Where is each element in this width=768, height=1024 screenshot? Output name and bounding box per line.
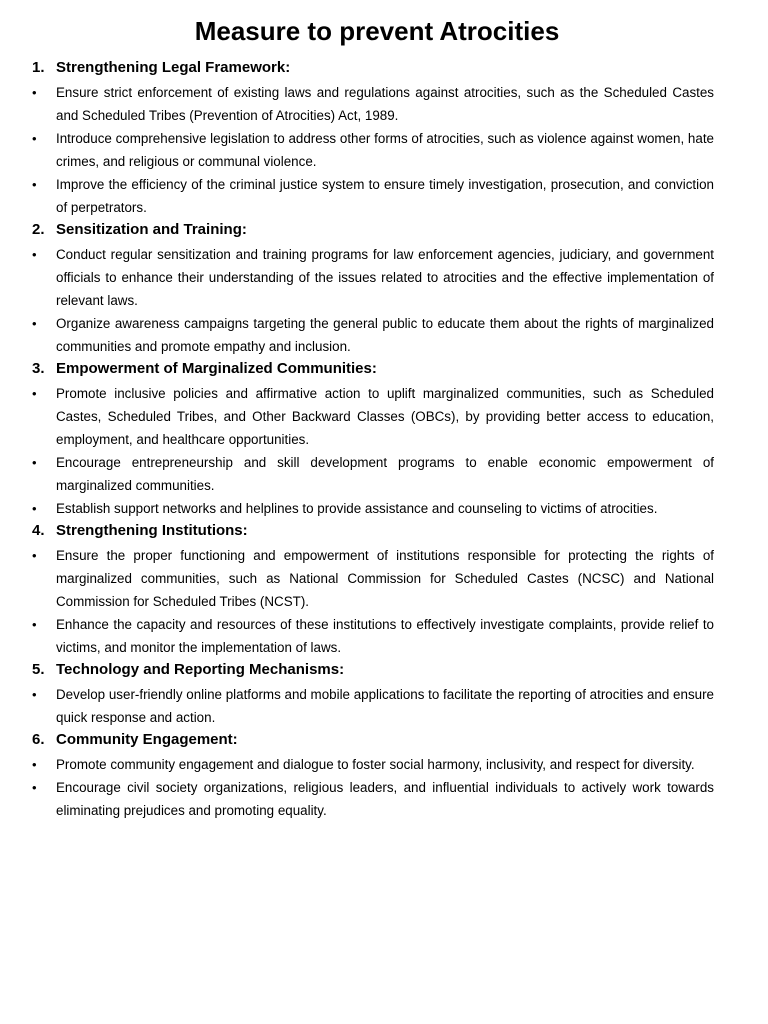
list-item bbox=[32, 81, 714, 127]
bullet-icon: • bbox=[32, 85, 37, 100]
list-item bbox=[32, 243, 714, 312]
bullet-icon: • bbox=[32, 386, 37, 401]
section-number: 4. bbox=[32, 522, 45, 539]
list-item-text: Conduct regular sensitization and training programs for law enforcement agencies, judiciary, and government officials to enhance their understanding of the issues related to atrocities and the effective implementation of relevant laws. bbox=[56, 247, 714, 308]
list-item-text: Promote inclusive policies and affirmative action to uplift marginalized communities, such as Scheduled Castes, Scheduled Tribes, and Other Backward Classes (OBCs), by providing better access to education, employment, and healthcare opportunities. bbox=[56, 386, 714, 447]
section-number: 6. bbox=[32, 731, 45, 748]
section-heading bbox=[32, 219, 714, 241]
section-6 bbox=[32, 729, 714, 822]
list-item bbox=[32, 776, 714, 822]
section-heading-text: Sensitization and Training: bbox=[56, 221, 247, 238]
page-title: Measure to prevent Atrocities bbox=[194, 16, 560, 46]
bullet-icon: • bbox=[32, 501, 37, 516]
list-item bbox=[32, 173, 714, 219]
section-heading-text: Strengthening Institutions: bbox=[56, 522, 248, 539]
section-2 bbox=[32, 219, 714, 358]
list-item bbox=[32, 544, 714, 613]
bullet-icon: • bbox=[32, 780, 37, 795]
list-item-text: Enhance the capacity and resources of these institutions to effectively investigate complaints, provide relief to victims, and monitor the implementation of laws. bbox=[56, 617, 714, 655]
section-heading-text: Community Engagement: bbox=[56, 731, 238, 748]
section-1 bbox=[32, 57, 714, 219]
list-item-text: Encourage entrepreneurship and skill development programs to enable economic empowerment of marginalized communities. bbox=[56, 455, 714, 493]
section-heading bbox=[32, 57, 714, 79]
section-heading-text: Strengthening Legal Framework: bbox=[56, 59, 291, 76]
list-item bbox=[32, 127, 714, 173]
list-item-text: Introduce comprehensive legislation to address other forms of atrocities, such as violence against women, hate crimes, and religious or communal violence. bbox=[56, 131, 714, 169]
bullet-list bbox=[32, 243, 714, 358]
list-item bbox=[32, 497, 714, 520]
bullet-icon: • bbox=[32, 131, 37, 146]
bullet-icon: • bbox=[32, 247, 37, 262]
list-item-text: Promote community engagement and dialogue to foster social harmony, inclusivity, and respect for diversity. bbox=[56, 757, 695, 772]
list-item bbox=[32, 312, 714, 358]
bullet-list bbox=[32, 683, 714, 729]
bullet-icon: • bbox=[32, 617, 37, 632]
section-heading-text: Empowerment of Marginalized Communities: bbox=[56, 360, 377, 377]
list-item bbox=[32, 382, 714, 451]
list-item-text: Improve the efficiency of the criminal justice system to ensure timely investigation, prosecution, and conviction of perpetrators. bbox=[56, 177, 714, 215]
list-item bbox=[32, 451, 714, 497]
list-item-text: Organize awareness campaigns targeting the general public to educate them about the rights of marginalized communities and promote empathy and inclusion. bbox=[56, 316, 714, 354]
list-item bbox=[32, 613, 714, 659]
list-item bbox=[32, 753, 714, 776]
bullet-list bbox=[32, 544, 714, 659]
list-item-text: Develop user-friendly online platforms and mobile applications to facilitate the reporting of atrocities and ensure quick response and action. bbox=[56, 687, 714, 725]
section-number: 1. bbox=[32, 59, 45, 76]
list-item-text: Encourage civil society organizations, religious leaders, and influential individuals to actively work towards eliminating prejudices and promoting equality. bbox=[56, 780, 714, 818]
bullet-list bbox=[32, 753, 714, 822]
list-item-text: Ensure strict enforcement of existing laws and regulations against atrocities, such as the Scheduled Castes and Scheduled Tribes (Prevention of Atrocities) Act, 1989. bbox=[56, 85, 714, 123]
section-number: 2. bbox=[32, 221, 45, 238]
section-number: 3. bbox=[32, 360, 45, 377]
list-item-text: Ensure the proper functioning and empowerment of institutions responsible for protecting the rights of marginalized communities, such as National Commission for Scheduled Castes (NCSC) and National Commission for Scheduled Tribes (NCST). bbox=[56, 548, 714, 609]
bullet-icon: • bbox=[32, 757, 37, 772]
section-heading bbox=[32, 729, 714, 751]
bullet-icon: • bbox=[32, 687, 37, 702]
bullet-icon: • bbox=[32, 316, 37, 331]
section-heading bbox=[32, 520, 714, 542]
section-heading-text: Technology and Reporting Mechanisms: bbox=[56, 661, 345, 678]
bullet-list bbox=[32, 382, 714, 520]
list-item-text: Establish support networks and helplines to provide assistance and counseling to victims of atrocities. bbox=[56, 501, 658, 516]
section-5 bbox=[32, 659, 714, 729]
list-item bbox=[32, 683, 714, 729]
bullet-list bbox=[32, 81, 714, 219]
section-heading bbox=[32, 659, 714, 681]
sections-container bbox=[32, 57, 714, 822]
section-heading bbox=[32, 358, 714, 380]
section-number: 5. bbox=[32, 661, 45, 678]
bullet-icon: • bbox=[32, 548, 37, 563]
section-4 bbox=[32, 520, 714, 659]
bullet-icon: • bbox=[32, 455, 37, 470]
section-3 bbox=[32, 358, 714, 520]
bullet-icon: • bbox=[32, 177, 37, 192]
